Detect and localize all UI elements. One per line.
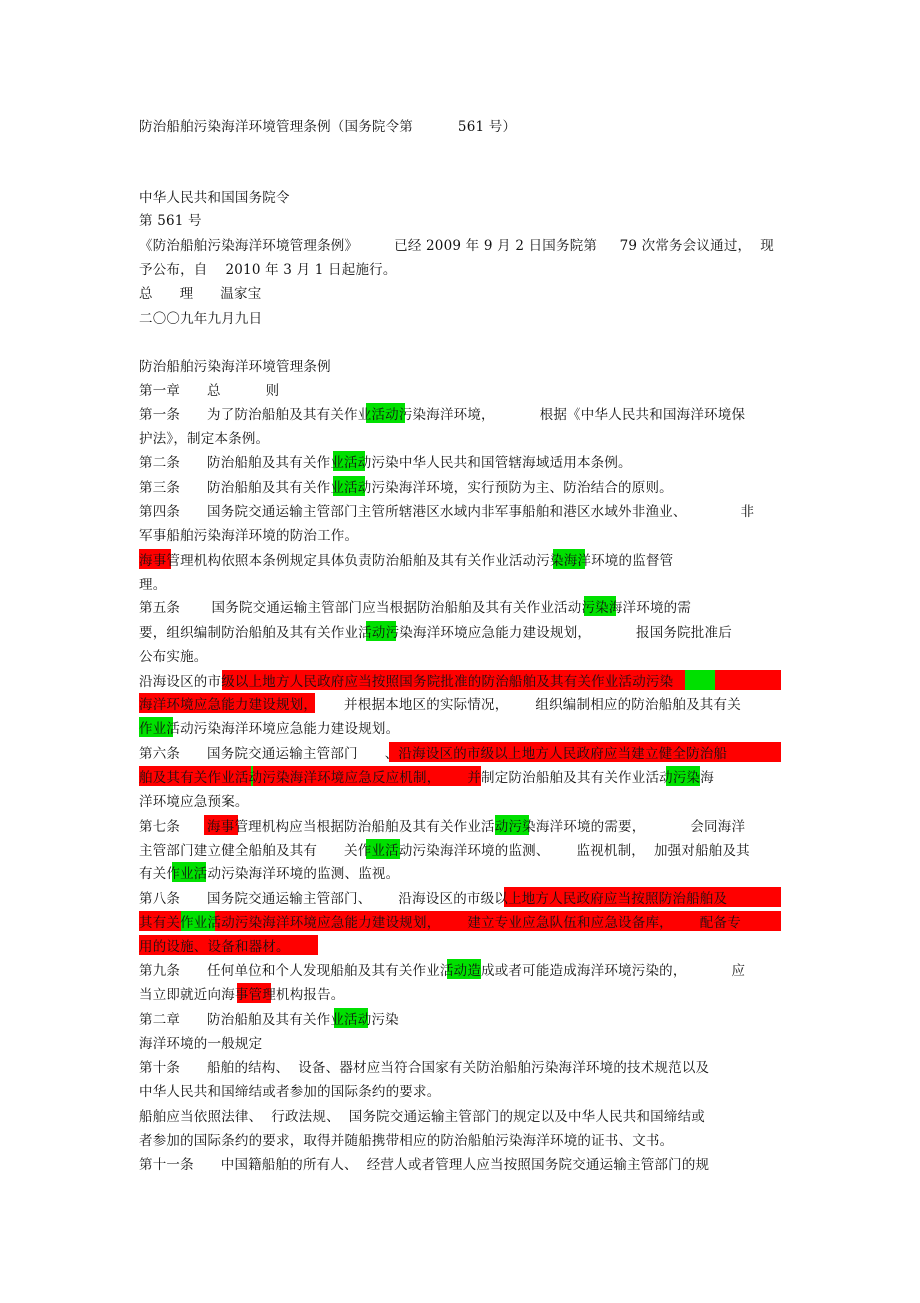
text-line: 用的设施、设备和器材。 — [139, 939, 290, 955]
text-line: 第七条 海事管理机构应当根据防治船舶及其有关作业活动污染海洋环境的需要， 会同海洋 — [139, 819, 746, 835]
text-line: 海洋环境应急能力建设规划， 并根据本地区的实际情况， 组织编制相应的防治船舶及其有关 — [139, 697, 741, 713]
text-line: 第十条 船舶的结构、 设备、器材应当符合国家有关防治船舶污染海洋环境的技术规范以及 — [139, 1060, 710, 1076]
text-line: 防治船舶污染海洋环境管理条例 — [139, 359, 331, 375]
text-line: 第二章 防治船舶及其有关作业活动污染 — [139, 1012, 399, 1028]
text-line: 海洋环境的一般规定 — [139, 1036, 263, 1052]
text-line: 要，组织编制防治船舶及其有关作业活动污染海洋环境应急能力建设规划， 报国务院批准后 — [139, 625, 732, 641]
text-line: 船舶应当依照法律、 行政法规、 国务院交通运输主管部门的规定以及中华人民共和国缔结或 — [139, 1109, 705, 1125]
document-title: 防治船舶污染海洋环境管理条例（国务院令第 561 号） — [139, 119, 517, 135]
text-line: 沿海设区的市级以上地方人民政府应当按照国务院批准的防治船舶及其有关作业活动污染 — [139, 674, 674, 690]
text-line: 公布实施。 — [139, 649, 208, 665]
text-line: 予公布，自 2010 年 3 月 1 日起施行。 — [139, 262, 397, 278]
text-line: 第一章 总 则 — [139, 383, 280, 399]
text-line: 主管部门建立健全船舶及其有 关作业活动污染海洋环境的监测、 监视机制， 加强对船舶及其 — [139, 843, 750, 859]
text-line: 海事管理机构依照本条例规定具体负责防治船舶及其有关作业活动污染海洋环境的监督管 — [139, 553, 674, 569]
text-line: 中华人民共和国缔结或者参加的国际条约的要求。 — [139, 1084, 441, 1100]
text-line: 第九条 任何单位和个人发现船舶及其有关作业活动造成或者可能造成海洋环境污染的， 应 — [139, 963, 746, 979]
highlight-green — [685, 670, 715, 690]
highlight-red — [715, 670, 781, 690]
text-line: 护法》，制定本条例。 — [139, 431, 270, 447]
text-line: 《防治船舶污染海洋环境管理条例》 已经 2009 年 9 月 2 日国务院第 79 次常务会议通过， 现 — [139, 238, 774, 254]
text-line: 第六条 国务院交通运输主管部门 、沿海设区的市级以上地方人民政府应当建立健全防治船 — [139, 746, 728, 762]
text-line: 第 561 号 — [139, 213, 202, 229]
text-line: 理。 — [139, 577, 167, 593]
text-line: 第五条 国务院交通运输主管部门应当根据防治船舶及其有关作业活动污染海洋环境的需 — [139, 600, 692, 616]
text-line: 第十一条 中国籍船舶的所有人、 经营人或者管理人应当按照国务院交通运输主管部门的规 — [139, 1157, 710, 1173]
text-line: 第一条 为了防治船舶及其有关作业活动污染海洋环境， 根据《中华人民共和国海洋环境保 — [139, 407, 746, 423]
text-line: 军事船舶污染海洋环境的防治工作。 — [139, 528, 359, 544]
text-line: 第三条 防治船舶及其有关作业活动污染海洋环境，实行预防为主、防治结合的原则。 — [139, 480, 673, 496]
text-line: 作业活动污染海洋环境应急能力建设规划。 — [139, 721, 400, 737]
text-line: 总 理 温家宝 — [139, 286, 262, 302]
text-line: 二〇〇九年九月九日 — [139, 311, 263, 327]
text-line: 当立即就近向海事管理机构报告。 — [139, 987, 345, 1003]
text-line: 有关作业活动污染海洋环境的监测、监视。 — [139, 866, 400, 882]
text-line: 者参加的国际条约的要求，取得并随船携带相应的防治船舶污染海洋环境的证书、文书。 — [139, 1133, 674, 1149]
text-line: 第四条 国务院交通运输主管部门主管所辖港区水域内非军事船舶和港区水域外非渔业、 非 — [139, 504, 755, 520]
text-line: 中华人民共和国国务院令 — [139, 190, 290, 206]
text-line: 第二条 防治船舶及其有关作业活动污染中华人民共和国管辖海域适用本条例。 — [139, 455, 632, 471]
text-line: 洋环境应急预案。 — [139, 794, 249, 810]
text-line: 舶及其有关作业活动污染海洋环境应急反应机制， 并制定防治船舶及其有关作业活动污染海 — [139, 770, 714, 786]
text-line: 其有关作业活动污染海洋环境应急能力建设规划， 建立专业应急队伍和应急设备库， 配备专 — [139, 915, 741, 931]
text-line: 第八条 国务院交通运输主管部门、 沿海设区的市级以上地方人民政府应当按照防治船舶及 — [139, 891, 728, 907]
